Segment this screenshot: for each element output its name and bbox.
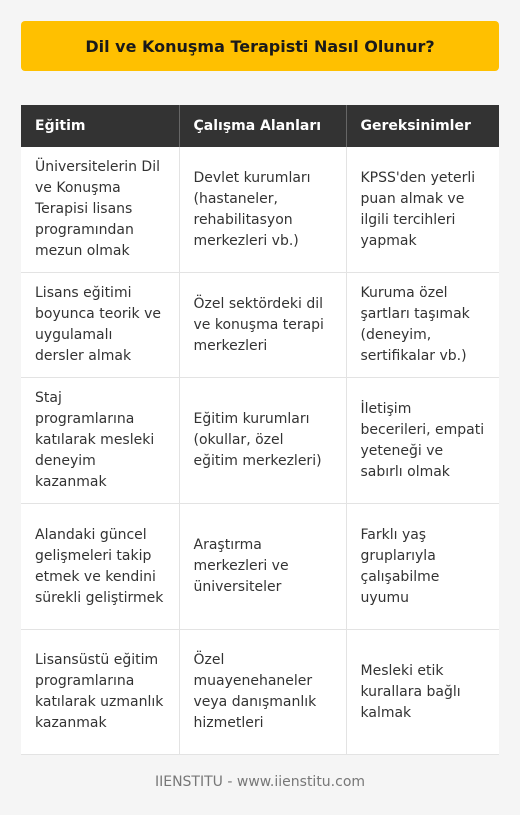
table-row [21, 504, 499, 630]
table-cell: Özel sektördeki dil ve konuşma terapi merkezleri [179, 273, 346, 378]
table-cell: Farklı yaş gruplarıyla çalışabilme uyumu [346, 504, 499, 630]
table-cell: Alandaki güncel gelişmeleri takip etmek ve kendini sürekli geliştirmek [21, 504, 179, 630]
page-title: Dil ve Konuşma Terapisti Nasıl Olunur? [85, 36, 435, 56]
table-cell: Devlet kurumları (hastaneler, rehabilitasyon merkezleri vb.) [179, 147, 346, 273]
table-cell: Mesleki etik kurallara bağlı kalmak [346, 630, 499, 755]
table-row [21, 147, 499, 273]
table-cell: Özel muayenehaneler veya danışmanlık hizmetleri [179, 630, 346, 755]
table-cell: Lisans eğitimi boyunca teorik ve uygulamalı dersler almak [21, 273, 179, 378]
table-cell: Lisansüstü eğitim programlarına katılarak uzmanlık kazanmak [21, 630, 179, 755]
table-cell: Eğitim kurumları (okullar, özel eğitim merkezleri) [179, 378, 346, 504]
table-cell: Araştırma merkezleri ve üniversiteler [179, 504, 346, 630]
table-row [21, 378, 499, 504]
header-gereksinimler: Gereksinimler [346, 105, 499, 147]
table-cell: Staj programlarına katılarak mesleki deneyim kazanmak [21, 378, 179, 504]
table-cell: Üniversitelerin Dil ve Konuşma Terapisi lisans programından mezun olmak [21, 147, 179, 273]
header-calisma-alanlari: Çalışma Alanları [179, 105, 346, 147]
table-row [21, 273, 499, 378]
table-cell: KPSS'den yeterli puan almak ve ilgili tercihleri yapmak [346, 147, 499, 273]
table-row [21, 630, 499, 755]
table-cell: İletişim becerileri, empati yeteneği ve sabırlı olmak [346, 378, 499, 504]
table-header-row [21, 105, 499, 147]
title-banner [21, 21, 499, 71]
info-table [21, 105, 499, 755]
header-egitim: Eğitim [21, 105, 179, 147]
footer-credit: IIENSTITU - www.iienstitu.com [154, 774, 366, 790]
table-cell: Kuruma özel şartları taşımak (deneyim, sertifikalar vb.) [346, 273, 499, 378]
